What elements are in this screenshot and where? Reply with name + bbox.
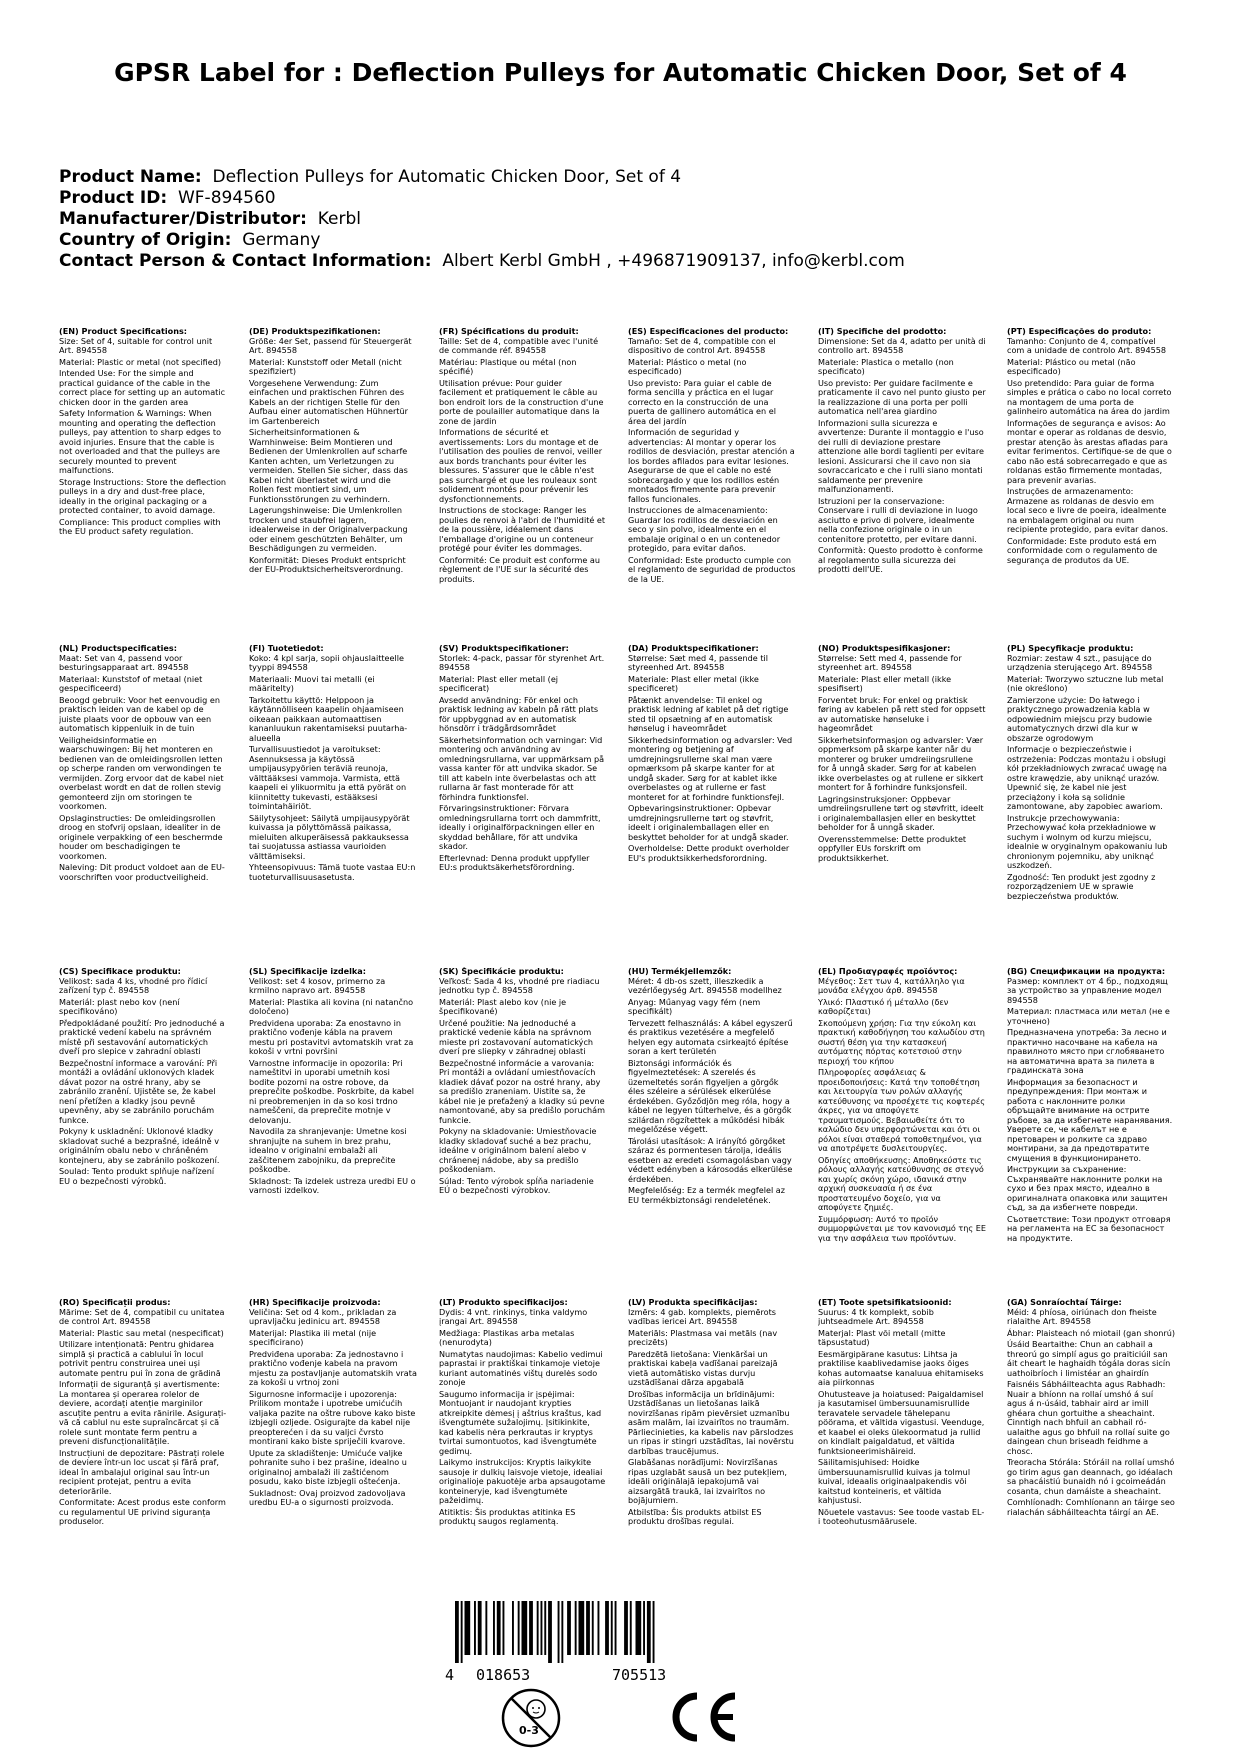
section-paragraph: Uso pretendido: Para guiar de forma simples e prática o cabo no local correto na montagem de uma porta de galinheiro automática na área do jardim: [1007, 377, 1172, 416]
section-paragraph: Úsáid Beartaithe: Chun an cabhail a threorú go simplí agus go praiticiúil san áit cheart le haghaidh tógála doras sicín uathoibríoch i limistéar an ghairdín: [1007, 1339, 1171, 1378]
section-paragraph: Ohutusteave ja hoiatused: Paigaldamisel ja kasutamisel ümbersuunamisrullide teravatele servadele tähelepanu pöörama, et vältida vigastusi. Veenduge, et kaabel ei oleks ülekoormatud ja rullid on kindlalt paigaldatud, et vältida funktsioneerimishäireid.: [818, 1388, 985, 1456]
section-paragraph: Materiale: Plast eller metall (ikke spesifisert): [818, 673, 952, 693]
country-value: Germany: [242, 230, 321, 250]
section-title: (LV) Produkta specifikācijas:: [628, 1298, 758, 1307]
language-section: [439, 644, 607, 875]
section-paragraph: Predviđena uporaba: Za jednostavno i praktično vođenje kabela na pravom mjestu za postavljanje automatskih vrata za kokoši u vrtnoj zoni: [249, 1348, 417, 1387]
section-paragraph: Информация за безопасност и предупреждения: При монтаж и работа с наклонните ролки обръщайте внимание на острите ръбове, за да избегнете наранявания. Уверете се, че кабелът не е претоварен и ролките са здраво монтирани, за да предотвратите смущения в функционирането.: [1007, 1076, 1173, 1163]
barcode-bar: [636, 1601, 642, 1655]
section-paragraph: Materiāls: Plastmasa vai metāls (nav precizēts): [628, 1327, 778, 1347]
product-info: [59, 167, 1189, 272]
section-paragraph: Informazioni sulla sicurezza e avvertenze: Durante il montaggio e l'uso dei rulli di deviazione prestare attenzione alle bordi taglienti per evitare lesioni. Assicurarsi che il cavo non sia sovraccaricato e che i rulli siano montati saldamente per prevenire malfunzionamenti.: [818, 417, 984, 494]
section-title: (CS) Specifikace produktu:: [59, 967, 181, 976]
section-paragraph: Laikymo instrukcijos: Kryptis laikykite sausoje ir dulkių laisvoje vietoje, idealiai originalioje pakuotėje arba apsaugotame konteineryje, kad išvengtumėte pažeidimų.: [439, 1457, 606, 1505]
language-section: [249, 327, 417, 577]
section-paragraph: Paredzētā lietošana: Vienkāršai un praktiskai kabeļa vadīšanai pareizajā vietā automātisko vistas durvju uzstādīšanai dārza apgabalā: [628, 1348, 778, 1387]
barcode-bar: [503, 1601, 505, 1655]
barcode-bar: [586, 1601, 590, 1655]
barcode-bar: [497, 1601, 501, 1655]
section-paragraph: Biztonsági információk és figyelmeztetések: A szerelés és üzemeltetés során figyeljen a görgők éles széleire a sérülések elkerülése érdekében. Győződjön meg róla, hogy a kábel ne legyen túlterhelve, és a görgők szilárdan rögzítettek a működési hibák megelőzése végett.: [628, 1057, 792, 1134]
barcode-bar: [605, 1601, 609, 1655]
language-section: [818, 644, 986, 865]
section-paragraph: Tamanho: Conjunto de 4, compatível com a unidade de controlo Art. 894558: [1007, 335, 1167, 355]
section-paragraph: Soulad: Tento produkt splňuje nařízení EU o bezpečnosti výrobků.: [59, 1166, 215, 1186]
contact-value: Albert Kerbl GmbH , +496871909137, info@kerbl.com: [442, 251, 905, 271]
section-paragraph: Saugumo informacija ir įspėjimai: Montuojant ir naudojant krypties atkreipkite dėmesį į aštrius kraštus, kad išvengtumėte sužalojimų. Įsitikinkite, kad kabelis nėra perkrautas ir kryptys tvirtai sumontuotos, kad išvengtumėte gedimų.: [439, 1388, 602, 1456]
manufacturer-value: Kerbl: [317, 209, 362, 229]
barcode-digits-group1: 018653: [476, 1666, 531, 1684]
language-section: [818, 967, 986, 1245]
barcode-bar: [455, 1601, 459, 1663]
section-paragraph: Storage Instructions: Store the deflection pulleys in a dry and dust-free place, ideally in the original packaging or a protected container, to avoid damage.: [59, 476, 227, 515]
section-paragraph: Størrelse: Sett med 4, passende for styreenhet art. 894558: [818, 652, 962, 672]
section-paragraph: Material: Plastika ali kovina (ni natančno določeno): [249, 996, 414, 1016]
section-paragraph: Material: Plast eller metall (ej specificerat): [439, 673, 559, 693]
section-paragraph: Faisnéis Sábháilteachta agus Rabhadh: Nuair a bhíonn na rollaí umshó á suí agus á n-úsáid, tabhair aird ar imill ghéara chun gortuithe a sheachaint. Cinntigh nach bhfuil an cabhail ró-ualaithe agus go bhfuil na rollaí suite go daingean chun briseadh feidhme a chosc.: [1007, 1379, 1170, 1456]
section-paragraph: Eesmärgipärane kasutus: Lihtsa ja praktilise kaablivedamise jaoks õiges kohas automaatse kanaluua ehitamiseks aia piirkonnas: [818, 1348, 984, 1387]
section-paragraph: Material: Plastic sau metal (nespecificat): [59, 1327, 224, 1338]
section-title: (NO) Produktspesifikasjoner:: [818, 644, 951, 653]
language-sections-grid: [59, 327, 1191, 1582]
section-paragraph: Tervezett felhasználás: A kábel egyszerű és praktikus vezetésére a megfelelő helyen egy automata csirkeajtó építése soran a kert területén: [628, 1017, 793, 1056]
language-section: [59, 644, 227, 884]
section-paragraph: Instruções de armazenamento: Armazene as roldanas de desvio em local seco e livre de poeira, idealmente na embalagem original ou num recipiente protegido, para evitar danos.: [1007, 486, 1169, 534]
section-paragraph: Material: Kunststoff oder Metall (nicht spezifiziert): [249, 356, 402, 376]
barcode-bar: [653, 1601, 655, 1663]
section-paragraph: Zamierzone użycie: Do łatwego i praktycznego prowadzenia kabla w odpowiednim miejscu przy budowie automatycznych drzwi dla kur w obszarze ogrodowym: [1007, 694, 1153, 743]
section-paragraph: Dydis: 4 vnt. rinkinys, tinka valdymo įrangai Art. 894558: [439, 1306, 588, 1326]
barcode-bar: [558, 1601, 560, 1663]
section-paragraph: Velikost: set 4 kosov, primerno za krmilno napravo art. 894558: [249, 975, 386, 995]
not-for-children-0-3-icon: [500, 1687, 562, 1749]
section-paragraph: Συμμόρφωση: Αυτό το προϊόν συμμορφώνεται με τον κανονισμό της ΕΕ για την ασφάλεια των προϊόντων.: [818, 1213, 986, 1243]
language-section: [628, 644, 796, 865]
language-section: [1007, 967, 1175, 1245]
section-paragraph: Materiale: Plastica o metallo (non specificato): [818, 356, 954, 376]
section-paragraph: Forventet bruk: For enkel og praktisk føring av kabelen på rett sted for oppsett av automatiske hønseluke i hageområdet: [818, 694, 986, 733]
manufacturer-row: [59, 209, 1189, 230]
section-title: (IT) Specifiche del prodotto:: [818, 327, 947, 336]
section-paragraph: Información de seguridad y advertencias: Al montar y operar los rodillos de desviación, prestar atención a los bordes afilados para evitar lesiones. Asegurarse de que el cable no esté sobrecargado y que los rodillos estén montados firmemente para prevenir fallos funcionales.: [628, 427, 795, 504]
section-paragraph: Size: Set of 4, suitable for control unit Art. 894558: [59, 335, 213, 355]
language-section: [818, 1298, 986, 1529]
section-paragraph: Materjal: Plast või metall (mitte täpsustatud): [818, 1327, 946, 1347]
barcode-digit-lead: 4: [445, 1666, 455, 1684]
section-paragraph: Πληροφορίες ασφάλειας & προειδοποιήσεις: Κατά την τοποθέτηση και λειτουργία των ρολών αλλαγής κατεύθυνσης να προσέχετε τις κοφτερές άκρες, για να αποφύγετε τραυματισμούς. Βεβαιωθείτε ότι το καλώδιο δεν υπερφορτώνεται και ότι οι ρόλοι είναι σταθερά τοποθετημένοι, για να αποτρέψετε δυσλειτουργίες.: [818, 1067, 986, 1153]
section-paragraph: Suurus: 4 tk komplekt, sobib juhtseadmele Art. 894558: [818, 1306, 934, 1326]
section-paragraph: Größe: 4er Set, passend für Steuergerät Art. 894558: [249, 335, 412, 355]
barcode-bar: [615, 1601, 617, 1655]
section-paragraph: Předpokládané použití: Pro jednoduché a praktické vedení kabelu na správném místě při sestavování automatických dveří pro slepice v zahradní oblasti: [59, 1017, 225, 1056]
barcode-bar: [493, 1601, 495, 1655]
language-section: [439, 1298, 607, 1529]
section-paragraph: Opbevaringsinstruktioner: Opbevar umdrejningsrullerne tørt og støvfrit, ideelt i originalemballagen eller en beskyttet beholder for at undgå skader.: [628, 803, 789, 842]
section-paragraph: Veiligheidsinformatie en waarschuwingen: Bij het monteren en bedienen van de omleidingsrollen letten op scherpe randen om verwondingen te vermijden. Zorg ervoor dat de kabel niet overbelast wordt en dat de rollen stevig gemonteerd zijn om storingen te voorkomen.: [59, 734, 224, 811]
section-paragraph: Méid: 4 phíosa, oiriúnach don fheiste rialaithe Art. 894558: [1007, 1306, 1157, 1326]
section-title: (GA) Sonraíochtaí Táirge:: [1007, 1298, 1122, 1307]
language-section: [249, 1298, 417, 1510]
section-paragraph: Tarkoitettu käyttö: Helppoon ja käytännölliseen kaapelin ohjaamiseen oikeaan paikkaan automaattisen kananluukun rakentamiseksi puutarha-alueella: [249, 694, 408, 743]
section-paragraph: Instructions de stockage: Ranger les poulies de renvoi à l'abri de l'humidité et de la poussière, idéalement dans l'emballage d'origine ou un conteneur protégé pour éviter les dommages.: [439, 505, 606, 553]
section-title: (RO) Specificații produs:: [59, 1298, 171, 1307]
section-paragraph: Avsedd användning: För enkel och praktisk ledning av kabeln på rätt plats för uppbyggnad av en automatisk hönsdörr i trädgårdsområdet: [439, 694, 599, 733]
section-paragraph: Materiaali: Muovi tai metalli (ei määritelty): [249, 673, 375, 693]
section-title: (FR) Spécifications du produit:: [439, 327, 579, 336]
section-title: (HR) Specifikacije proizvoda:: [249, 1298, 381, 1307]
section-paragraph: Σκοπούμενη χρήση: Για την εύκολη και πρακτική καθοδήγηση του καλωδίου στη σωστή θέση για την κατασκευή αυτόματης πόρτας κοτετσιού στην περιοχή του κήπου: [818, 1017, 985, 1066]
section-paragraph: Μέγεθος: Σετ των 4, κατάλληλο για μονάδα ελέγχου άρθ. 894558: [818, 975, 965, 995]
section-paragraph: Bezpečnostné informácie a varovania: Pri montáži a ovládaní umiestňovacích kladiek dávať pozor na ostré hrany, aby sa predišlo zraneniam. Uistite sa, že kábel nie je preťažený a kladky sú pevne namontované, aby sa predišlo poruchám funkcie.: [439, 1057, 606, 1125]
barcode-bar: [512, 1601, 514, 1655]
section-title: (DA) Produktspecifikationer:: [628, 644, 759, 653]
section-paragraph: Størrelse: Sæt med 4, passende til styreenhed Art. 894558: [628, 652, 769, 672]
ce-mark-icon: [665, 1690, 741, 1744]
language-section: [628, 967, 796, 1207]
page-title: GPSR Label for : Deflection Pulleys for Automatic Chicken Door, Set of 4: [114, 58, 1127, 87]
section-paragraph: Opslaginstructies: De omleidingsrollen droog en stofvrij opslaan, idealiter in de originele verpakking of een beschermde houder om beschadigingen te voorkomen.: [59, 812, 223, 861]
barcode-bar: [598, 1601, 600, 1655]
section-paragraph: Matériau: Plastique ou métal (non spécifié): [439, 356, 577, 376]
section-paragraph: Skladnost: Ta izdelek ustreza uredbi EU o varnosti izdelkov.: [249, 1175, 416, 1195]
language-section: [249, 967, 417, 1198]
section-paragraph: Medžiaga: Plastikas arba metalas (nenurodyta): [439, 1327, 575, 1347]
product-name-value: Deflection Pulleys for Automatic Chicken Door, Set of 4: [212, 167, 682, 187]
section-paragraph: Съответствие: Този продукт отговаря на регламента на ЕС за безопасност на продуктите.: [1007, 1213, 1171, 1243]
section-paragraph: Atitiktis: Šis produktas atitinka ES produktų saugos reglamentą.: [439, 1506, 576, 1526]
section-paragraph: Drošības informācija un brīdinājumi: Uzstādīšanas un lietošanas laikā novirzīšanas ripām pievērsiet uzmanību asām malām, lai izvairītos no traumām. Pārliecinieties, ka kabelis nav pārslodzes un ripas ir stingri uzstādītas, lai novērstu darbības traucējumus.: [628, 1388, 794, 1456]
country-label: Country of Origin:: [59, 230, 232, 250]
language-section: [59, 967, 227, 1188]
barcode-bar: [461, 1601, 463, 1663]
section-paragraph: Utilizare intenționată: Pentru ghidarea simplă și practică a cablului în locul potrivit pentru construirea unei uși automate pentru pui în zona de grădină: [59, 1339, 221, 1378]
section-paragraph: Utilisation prévue: Pour guider facilement et pratiquement le câble au bon endroit lors de la construction d'une porte de poulailler automatique dans la zone de jardin: [439, 377, 604, 426]
barcode-bar: [630, 1601, 632, 1655]
section-paragraph: Υλικό: Πλαστικό ή μέταλλο (δεν καθορίζεται): [818, 996, 949, 1016]
section-paragraph: Lagringsinstruksjoner: Oppbevar umdreiingsrullene tørt og støvfritt, ideelt i originalemballasjen eller en beskyttet beholder for å unngå skader.: [818, 793, 984, 832]
barcode-bar: [624, 1601, 628, 1655]
language-section: [1007, 1298, 1175, 1519]
barcode-bar: [647, 1601, 651, 1663]
section-paragraph: Velikost: sada 4 ks, vhodné pro řídicí zařízení typ č. 894558: [59, 975, 208, 995]
section-title: (ES) Especificaciones del producto:: [628, 327, 789, 336]
section-paragraph: Conformité: Ce produit est conforme au règlement de l'UE sur la sécurité des produits.: [439, 554, 600, 584]
ean-barcode: [443, 1601, 719, 1663]
section-paragraph: Efterlevnad: Denna produkt uppfyller EU:s produktsäkerhetsförordning.: [439, 852, 590, 872]
section-paragraph: Predvidena uporaba: Za enostavno in praktično vođenje kábla na pravem mestu pri postavitvi avtomatskih vrat za kokoši v vrtni površini: [249, 1017, 414, 1056]
section-paragraph: Påtænkt anvendelse: Til enkel og praktisk ledning af kablet på det rigtige sted til opsætning af en automatisk hønselug i haveområdet: [628, 694, 789, 733]
barcode-bar: [541, 1601, 543, 1655]
section-paragraph: Размер: комплект от 4 бр., подходящ за устройство за управление модел 894558: [1007, 975, 1168, 1005]
section-paragraph: Tárolási utasítások: A irányító görgőket száraz és pormentesen tárolja, ideális esetben az eredeti csomagolásban vagy védett edényben a károsodás elkerülése érdekében.: [628, 1135, 793, 1184]
contact-row: [59, 251, 1189, 272]
section-paragraph: Materijal: Plastika ili metal (nije specificirano): [249, 1327, 377, 1347]
barcode-digits-group2: 705513: [612, 1666, 667, 1684]
barcode-bar: [579, 1601, 585, 1655]
country-row: [59, 230, 1189, 251]
section-paragraph: Sikkerhedsinformation og advarsler: Ved montering og betjening af umdrejningsrullerne skal man være opmærksom på skarpe kanter for at undgå skader. Sørg for at kablet ikke overbelastes og at rullerne er fast monteret for at forhindre funktionsfejl.: [628, 734, 793, 802]
section-title: (SK) Špecifikácie produktu:: [439, 967, 564, 976]
section-paragraph: Zgodność: Ten produkt jest zgodny z rozporządzeniem UE w sprawie bezpieczeństwa produktów.: [1007, 871, 1156, 901]
barcode-bar: [611, 1601, 613, 1655]
section-paragraph: Material: Plastic or metal (not specified): [59, 356, 221, 367]
section-paragraph: Informații de siguranță și avertismente: La montarea și operarea rolelor de deviere, acordați atenție marginilor ascuțite pentru a evita rănirile. Asigurați-vă că cablul nu este supraîncărcat și că rolele sunt montate ferm pentru a preveni disfuncționalitățile.: [59, 1379, 227, 1446]
section-title: (BG) Спецификации на продукта:: [1007, 967, 1166, 976]
language-section: [439, 967, 607, 1198]
section-paragraph: Naleving: Dit product voldoet aan de EU-voorschriften voor productveiligheid.: [59, 862, 225, 882]
product-id-row: [59, 188, 1189, 209]
contact-label: Contact Person & Contact Information:: [59, 251, 432, 271]
barcode-bar: [474, 1601, 476, 1655]
language-section: [1007, 644, 1175, 903]
section-paragraph: Beoogd gebruik: Voor het eenvoudig en praktisch leiden van de kabel op de juiste plaats voor de opbouw van een automatisch kippenluik in de tuin: [59, 694, 220, 733]
section-title: (PL) Specyfikacje produktu:: [1007, 644, 1134, 653]
section-paragraph: Материал: пластмаса или метал (не е уточнено): [1007, 1006, 1170, 1026]
product-name-label: Product Name:: [59, 167, 202, 187]
barcode-bar: [537, 1601, 539, 1655]
section-paragraph: Conformitate: Acest produs este conform cu regulamentul UE privind siguranța produselor.: [59, 1497, 226, 1526]
barcode-bar: [518, 1601, 520, 1655]
section-paragraph: Pokyny na skladovanie: Umiestňovacie kladky skladovať suché a bez prachu, ideálne v originálnom balení alebo v chránenej nádobe, aby sa predišlo poškodeniam.: [439, 1126, 597, 1174]
section-paragraph: Safety Information & Warnings: When mounting and operating the deflection pulleys, pay attention to sharp edges to avoid injuries. Ensure that the cable is not overloaded and that the pulleys are securely mounted to prevent malfunctions.: [59, 408, 222, 475]
section-paragraph: Förvaringsinstruktioner: Förvara omledningsrullarna torrt och dammfritt, ideally i originalförpackningen eller en skyddad behållare, för att undvika skador.: [439, 803, 601, 851]
barcode-bar: [575, 1601, 577, 1655]
section-paragraph: Instrukcje przechowywania: Przechowywać koła przekładniowe w suchym i wolnym od kurzu miejscu, idealnie w oryginalnym opakowaniu lub chronionym pojemniku, aby uniknąć uszkodzeń.: [1007, 812, 1168, 870]
product-id-label: Product ID:: [59, 188, 168, 208]
section-paragraph: Konformität: Dieses Produkt entspricht der EU-Produktsicherheitsverordnung.: [249, 554, 406, 574]
section-paragraph: Sukladnost: Ovaj proizvod zadovoljava uredbu EU-a o sigurnosti proizvoda.: [249, 1487, 406, 1507]
section-paragraph: Uso previsto: Para guiar el cable de forma sencilla y práctica en el lugar correcto en la construcción de una puerta de gallinero automática en el área del jardín: [628, 377, 776, 426]
section-paragraph: Izmērs: 4 gab. komplekts, piemērots vadības iericei Art. 894558: [628, 1306, 776, 1326]
section-paragraph: Sikkerhetsinformasjon og advarsler: Vær oppmerksom på skarpe kanter når du monterer og bruker umdreiingsrullene for å unngå skader. Sørg for at kabelen ikke overbelastes og at rullene er sikkert montert for å forhindre funksjonsfeil.: [818, 734, 984, 792]
section-paragraph: Informations de sécurité et avertissements: Lors du montage et de l'utilisation des poulies de renvoi, veiller aux bords tranchants pour éviter les blessures. S'assurer que le câble n'est pas surchargé et que les rouleaux sont solidement montés pour prévenir les dysfonctionnements.: [439, 427, 603, 504]
section-paragraph: Storlek: 4-pack, passar för styrenhet Art. 894558: [439, 652, 605, 672]
product-name-row: [59, 167, 1189, 188]
barcode-bar: [529, 1601, 533, 1655]
section-paragraph: Anyag: Műanyag vagy fém (nem specifikált): [628, 996, 761, 1016]
language-section: [1007, 327, 1175, 567]
section-paragraph: Instrucțiuni de depozitare: Păstrați rolele de deviere într-un loc uscat și fără praf, ideal în ambalajul original sau într-un recipient protejat, pentru a evita deteriorările.: [59, 1447, 225, 1496]
section-paragraph: Tamaño: Set de 4, compatible con el dispositivo de control Art. 894558: [628, 335, 776, 355]
section-paragraph: Numatytas naudojimas: Kabelio vedimui paprastai ir praktiškai tinkamoje vietoje kuriant automatinės vištų durelės sodo zonoje: [439, 1348, 603, 1387]
barcode-bar: [465, 1601, 471, 1655]
section-paragraph: Materiál: Plast alebo kov (nie je špecifikované): [439, 996, 567, 1016]
section-paragraph: Taille: Set de 4, compatible avec l'unité de commande réf. 894558: [439, 335, 599, 355]
section-title: (SL) Specifikacije izdelka:: [249, 967, 367, 976]
barcode-bar: [643, 1601, 645, 1655]
barcode-bar: [567, 1601, 571, 1655]
manufacturer-label: Manufacturer/Distributor:: [59, 209, 307, 229]
language-section: [628, 1298, 796, 1529]
section-paragraph: Glabāšanas norādījumi: Novirzīšanas ripas uzglabāt sausā un bez putekļiem, ideāli oriģinālajā iepakojumā vai aizsargātā traukā, lai izvairītos no bojājumiem.: [628, 1457, 787, 1505]
section-title: (SV) Produktspecifikationer:: [439, 644, 569, 653]
section-paragraph: Sigurnosne informacije i upozorenja: Prilikom montaže i upotrebe umićućih valjaka pazite na oštre rubove kako biste izbjegli ozljede. Osigurajte da kabel nije preopterećen i da su valjci čvrsto montirani kako biste spriječili kvarove.: [249, 1388, 416, 1446]
section-paragraph: Maat: Set van 4, passend voor besturingsapparaat art. 894558: [59, 652, 189, 672]
section-paragraph: Turvallisuustiedot ja varoitukset: Asennuksessa ja käytössä umpijausypyörien teräviä reunoja, välttääksesi vammoja. Varmista, että kaapeli ei ylikuormitu ja että pyörät on kiinnitetty tukevasti, estääksesi toimintahäiriöt.: [249, 744, 407, 811]
section-paragraph: Materiał: Tworzywo sztuczne lub metal (nie określono): [1007, 673, 1164, 693]
section-paragraph: Intended Use: For the simple and practical guidance of the cable in the correct place for setting up an automatic chicken door in the garden area: [59, 368, 226, 407]
section-paragraph: Koko: 4 kpl sarja, sopii ohjauslaitteelle tyyppi 894558: [249, 652, 404, 672]
section-paragraph: Conformidad: Este producto cumple con el reglamento de seguridad de productos de la UE.: [628, 554, 796, 584]
section-paragraph: Säilitamisjuhised: Hoidke ümbersuunamisrullid kuivas ja tolmul kuival, ideaalis originaalpakendis või kaitstud konteineris, et vältida kahjustusi.: [818, 1457, 971, 1505]
section-title: (NL) Productspecificaties:: [59, 644, 177, 653]
section-title: (EN) Product Specifications:: [59, 327, 188, 336]
section-paragraph: Säkerhetsinformation och varningar: Vid montering och användning av omledningsrullarna, var uppmärksam på vassa kanter för att undvika skador. Se till att kabeln inte överbelastas och att rullarna är fast monterade för att förhindra funktionsfel.: [439, 734, 605, 802]
section-paragraph: Materiale: Plast eller metal (ikke specificeret): [628, 673, 759, 693]
section-paragraph: Materiaal: Kunststof of metaal (niet gespecificeerd): [59, 673, 203, 693]
section-paragraph: Určené použitie: Na jednoduché a praktické vedenie kábla na správnom mieste pri zostavovaní automatických dverí pre sliepky v záhradnej oblasti: [439, 1017, 594, 1056]
language-section: [628, 327, 796, 586]
section-paragraph: Conformità: Questo prodotto è conforme al regolamento sulla sicurezza dei prodotti dell'UE.: [818, 545, 983, 574]
section-paragraph: Uso previsto: Per guidare facilmente e praticamente il cavo nel punto giusto per la realizzazione di una porta per polli automatica nell'area giardino: [818, 377, 986, 416]
section-paragraph: Navodila za shranjevanje: Umetne kosi shranjujte na suhem in brez prahu, idealno v originalni embalaži ali zaščitenem zabojniku, da preprečite poškodbe.: [249, 1126, 407, 1174]
section-paragraph: Instrucciones de almacenamiento: Guardar los rodillos de desviación en seco y sin polvo, idealmente en el embalaje original o en un contenedor protegido, para evitar daños.: [628, 505, 781, 553]
section-paragraph: Инструкции за съхранение: Съхранявайте наклонните ролки на сухо и без прах място, идеално в оригиналната опаковка или защитен съд, за да избегнете повреди.: [1007, 1164, 1168, 1212]
section-paragraph: Sicherheitsinformationen & Warnhinweise: Beim Montieren und Bedienen der Umlenkrollen auf scharfe Kanten achten, um Verletzungen zu vermeiden. Stellen Sie sicher, dass das Kabel nicht überlastet wird und die Rollen fest montiert sind, um Funktionsstörungen zu verhindern.: [249, 427, 408, 504]
section-paragraph: Material: Plástico o metal (no especificado): [628, 356, 747, 376]
section-title: (PT) Especificações do produto:: [1007, 327, 1152, 336]
section-paragraph: Informacje o bezpieczeństwie i ostrzeżenia: Podczas montażu i obsługi kół przekładniowych zwracać uwagę na ostre krawędzie, aby uniknąć urazów. Upewnić się, że kabel nie jest przeciążony i koła są solidnie zamontowane, aby zapobiec awariom.: [1007, 744, 1167, 811]
section-paragraph: Megfelelőség: Ez a termék megfelel az EU termékbiztonsági rendeletének.: [628, 1185, 786, 1205]
section-paragraph: Yhteensopivuus: Tämä tuote vastaa EU:n tuoteturvallisuusasetusta.: [249, 862, 416, 882]
section-paragraph: Conformidade: Este produto está em conformidade com o regulamento de segurança de produtos da UE.: [1007, 535, 1158, 565]
section-paragraph: Dimensione: Set da 4, adatto per unità di controllo art. 894558: [818, 335, 986, 355]
section-paragraph: Rozmiar: zestaw 4 szt., pasujące do urządzenia sterującego Art. 894558: [1007, 652, 1153, 672]
section-paragraph: Ábhar: Plaisteach nó miotail (gan shonrú): [1007, 1327, 1175, 1338]
section-paragraph: Veľkosť: Sada 4 ks, vhodné pre riadiacu jednotku typ č. 894558: [439, 975, 600, 995]
section-paragraph: Pokyny k uskladnění: Uklonové kladky skladovat suché a bezprašné, ideálně v originálním obalu nebo v chráněném kontejneru, aby se zabránilo poškození.: [59, 1126, 220, 1165]
section-paragraph: Nõuetele vastavus: See toode vastab EL-i tooteohutusmäärusele.: [818, 1506, 985, 1526]
section-paragraph: Vorgesehene Verwendung: Zum einfachen und praktischen Führen des Kabels an der richtigen Stelle für den Aufbau einer automatischen Hühnertür im Gartenbereich: [249, 377, 408, 426]
barcode-bar: [561, 1601, 563, 1663]
section-paragraph: Overensstemmelse: Dette produktet oppfyller EUs forskrift om produktsikkerhet.: [818, 833, 967, 863]
section-paragraph: Méret: 4 db-os szett, illeszkedik a vezérlőegység Art. 894558 modellhez: [628, 975, 782, 995]
section-paragraph: Treoracha Stórála: Stóráil na rollaí umshó go tirim agus gan deannach, go idéalach sa phacáistiú bunaidh nó i gcoimeádán cosanta, chun damáiste a sheachaint.: [1007, 1457, 1175, 1496]
language-section: [818, 327, 986, 577]
section-paragraph: Upute za skladištenje: Umićuće valjke pohranite suho i bez prašine, idealno u originalnoj ambalaži ili zaštićenom posudu, kako biste izbjegli oštećenja.: [249, 1447, 407, 1486]
section-paragraph: Materiál: plast nebo kov (není specifikováno): [59, 996, 180, 1016]
section-title: (FI) Tuotetiedot:: [249, 644, 324, 653]
section-paragraph: Varnostne informacije in opozorila: Pri nameštitvi in uporabi umetnih kosi bodite pozorni na ostre robove, da preprečite poškodbe. Poskrbite, da kabel ni preobremenjen in da so kosi trdno nameščeni, da preprečite motnje v delovanju.: [249, 1057, 415, 1125]
section-paragraph: Compliance: This product complies with the EU product safety regulation.: [59, 516, 221, 536]
section-paragraph: Veličina: Set od 4 kom., prikladan za upravljačku jedinicu art. 894558: [249, 1306, 397, 1326]
barcode-bar: [478, 1601, 482, 1655]
section-paragraph: Comhlíonadh: Comhlíonann an táirge seo rialachán sábháilteachta táirgí an AE.: [1007, 1497, 1175, 1517]
section-paragraph: Material: Plástico ou metal (não especificado): [1007, 356, 1136, 376]
section-title: (HU) Termékjellemzők:: [628, 967, 732, 976]
barcode-bar: [548, 1601, 552, 1663]
age-range-text: 0-3: [519, 1724, 539, 1737]
barcode-bar: [592, 1601, 594, 1655]
barcode-bar: [544, 1601, 546, 1655]
section-paragraph: Istruzioni per la conservazione: Conservare i rulli di deviazione in luogo asciutto e privo di polvere, idealmente nella confezione originale o in un contenitore protetto, per evitare danni.: [818, 495, 978, 544]
language-section: [59, 1298, 227, 1529]
section-title: (LT) Produkto specifikacijos:: [439, 1298, 568, 1307]
section-paragraph: Informações de segurança e avisos: Ao montar e operar as roldanas de desvio, prestar atenção às arestas afiadas para evitar ferimentos. Certifique-se de que o cabo não está sobrecarregado e que as roldanas estão firmemente montadas, para prevenir avarias.: [1007, 417, 1172, 485]
barcode-bar: [485, 1601, 487, 1655]
section-paragraph: Предназначена употреба: За лесно и практично насочване на кабела на правилното място при сглобяването на автоматична врата за пилета в градинската зона: [1007, 1027, 1167, 1075]
section-title: (ET) Toote spetsifikatsioonid:: [818, 1298, 952, 1307]
section-paragraph: Súlad: Tento výrobok spĺňa nariadenie EÚ o bezpečnosti výrobkov.: [439, 1175, 594, 1195]
section-paragraph: Overholdelse: Dette produkt overholder EU's produktsikkerhedsforordning.: [628, 843, 790, 863]
section-paragraph: Bezpečnostní informace a varování: Při montáži a ovládání uklonových kladek dávat pozor na ostré hrany, aby se zabránilo zranění. Ujistěte se, že kabel není přetížen a kladky jsou pevně upevněny, aby se zabránilo poruchám funkce.: [59, 1057, 218, 1125]
section-paragraph: Säilytysohjeet: Säilytä umpijausypyörät kuivassa ja pölyttömässä paikassa, mieluiten alkuperäisessä pakkauksessa tai suojatussa astiassa vaurioiden välttämiseksi.: [249, 812, 410, 861]
section-paragraph: Mărime: Set de 4, compatibil cu unitatea de control Art. 894558: [59, 1306, 225, 1326]
section-paragraph: Atbilstība: Šis produkts atbilst ES produktu drošības regulai.: [628, 1506, 762, 1526]
product-id-value: WF-894560: [177, 188, 276, 208]
section-title: (EL) Προδιαγραφές προϊόντος:: [818, 967, 958, 976]
language-section: [59, 327, 227, 539]
barcode-bar: [522, 1601, 528, 1655]
language-section: [439, 327, 607, 586]
section-title: (DE) Produktspezifikationen:: [249, 327, 381, 336]
section-paragraph: Lagerungshinweise: Die Umlenkrollen trocken und staubfrei lagern, idealerweise in der Originalverpackung oder einem geschützten Behälter, um Beschädigungen zu vermeiden.: [249, 505, 408, 553]
language-section: [249, 644, 417, 884]
section-paragraph: Οδηγίες αποθήκευσης: Αποθηκεύστε τις ρόλους αλλαγής κατεύθυνσης σε στεγνό και χωρίς σκόνη χώρο, ιδανικά στην αρχική συσκευασία ή σε ένα προστατευμένο δοχείο, για να αποφύγετε ζημιές.: [818, 1154, 984, 1212]
